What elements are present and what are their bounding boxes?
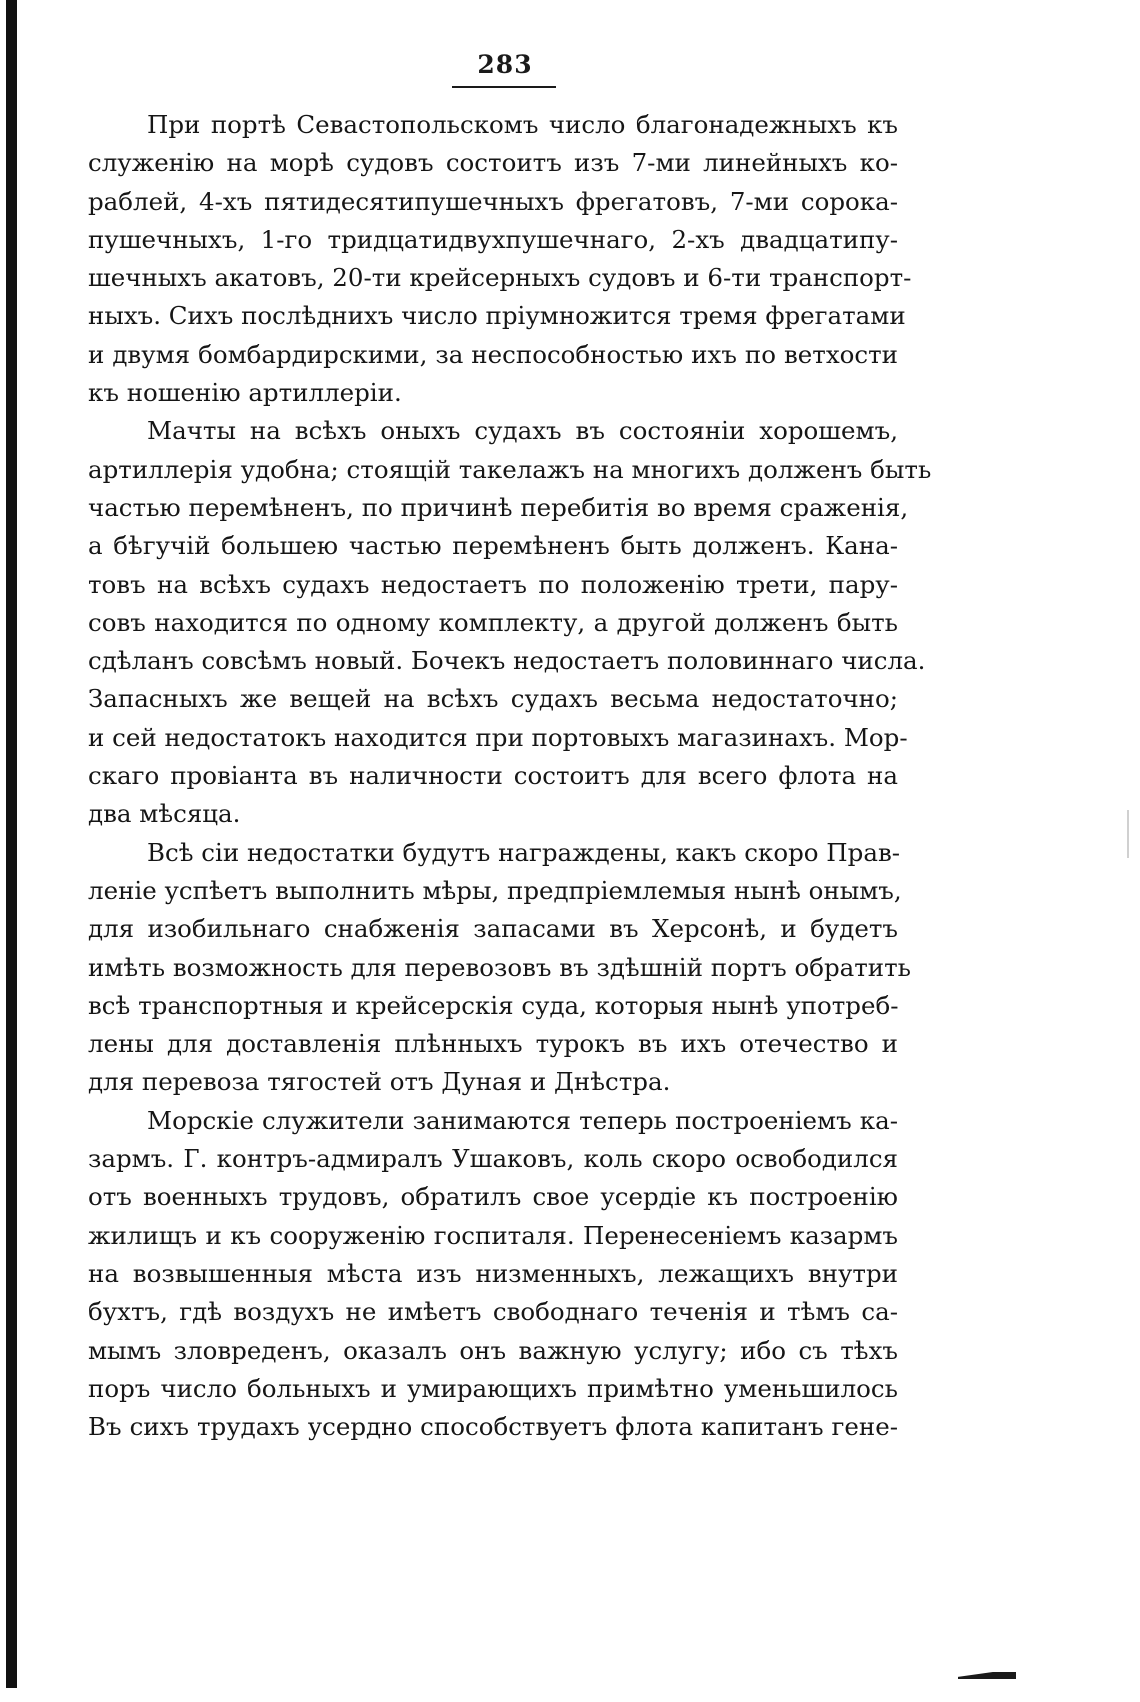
text-line: раблей, 4-хъ пятидесятипушечныхъ фрегатовъ, 7-ми сорока- [88, 186, 898, 216]
text-line: сдѣланъ совсѣмъ новый. Бочекъ недостаетъ половиннаго числа. [88, 646, 926, 676]
text-line: жилищъ и къ сооруженію госпиталя. Перенесеніемъ казармъ [88, 1220, 898, 1250]
text-line: и двумя бомбардирскими, за неспособностью ихъ по ветхости [88, 339, 898, 369]
text-line: поръ число больныхъ и умирающихъ примѣтно уменьшилось [88, 1373, 898, 1403]
text-line: мымъ зловреденъ, оказалъ онъ важную услугу; ибо съ тѣхъ [88, 1335, 898, 1365]
text-line: два мѣсяца. [88, 799, 241, 829]
text-line: пушечныхъ, 1-го тридцатидвухпушечнаго, 2-хъ двадцатипу- [88, 224, 898, 254]
text-line: на возвышенныя мѣста изъ низменныхъ, лежащихъ внутри [88, 1258, 898, 1288]
text-line: отъ военныхъ трудовъ, обратилъ свое усердіе къ построенію [88, 1182, 898, 1212]
text-line: лены для доставленія плѣнныхъ турокъ въ ихъ отечество и [88, 1029, 898, 1059]
text-line: Мачты на всѣхъ оныхъ судахъ въ состояніи хорошемъ, [147, 416, 898, 446]
text-line: и сей недостатокъ находится при портовыхъ магазинахъ. Мор- [88, 722, 908, 752]
text-line: скаго провіанта въ наличности состоитъ для всего флота на [88, 761, 898, 791]
text-line: бухтъ, гдѣ воздухъ не имѣетъ свободнаго теченія и тѣмъ са- [88, 1297, 898, 1327]
text-line: для изобильнаго снабженія запасами въ Херсонѣ, и будетъ [88, 914, 898, 944]
body-text [88, 106, 932, 1446]
text-line: а бѣгучій большею частью перемѣненъ быть долженъ. Кана- [88, 531, 898, 561]
text-line: При портѣ Севастопольскомъ число благонадежныхъ къ [147, 110, 898, 139]
paragraph [88, 106, 912, 412]
catchword-ornament [958, 1672, 1016, 1679]
text-line: для перевоза тягостей отъ Дуная и Днѣстра. [88, 1067, 671, 1097]
text-line: ныхъ. Сихъ послѣднихъ число пріумножится тремя фрегатами [88, 301, 906, 331]
scan-artifact [1127, 810, 1129, 858]
text-line: товъ на всѣхъ судахъ недостаетъ по положенію трети, пару- [88, 569, 898, 599]
text-line: артиллерія удобна; стоящій такелажъ на многихъ долженъ быть [88, 454, 932, 484]
text-line: леніе успѣетъ выполнить мѣры, предпріемлемыя нынѣ онымъ, [88, 875, 902, 905]
page-number-rule [452, 86, 556, 88]
text-line: къ ношенію артиллеріи. [88, 378, 402, 408]
text-line: зармъ. Г. контръ-адмиралъ Ушаковъ, коль скоро освободился [88, 1144, 898, 1174]
text-line: частью перемѣненъ, по причинѣ перебитія во время сраженія, [88, 492, 909, 522]
text-line: шечныхъ акатовъ, 20-ти крейсерныхъ судовъ и 6-ти транспорт- [88, 263, 912, 293]
page-number: 283 [477, 50, 533, 79]
text-line: Морскіе служители занимаются теперь построеніемъ ка- [147, 1105, 898, 1135]
binding-edge [6, 0, 17, 1688]
paragraph [88, 834, 912, 1102]
text-line: имѣть возможность для перевозовъ въ здѣшній портъ обратить [88, 952, 912, 982]
text-line: Всѣ сіи недостатки будутъ награждены, какъ скоро Прав- [147, 837, 901, 867]
paragraph [88, 1102, 898, 1447]
text-line: Запасныхъ же вещей на всѣхъ судахъ весьма недостаточно; [88, 684, 898, 714]
text-line: всѣ транспортныя и крейсерскія суда, которыя нынѣ употреб- [88, 990, 899, 1020]
text-line: Въ сихъ трудахъ усердно способствуетъ флота капитанъ гене- [88, 1412, 898, 1442]
text-line: совъ находится по одному комплекту, а другой долженъ быть [88, 607, 898, 637]
paragraph [88, 412, 932, 833]
text-line: служенію на морѣ судовъ состоитъ изъ 7-ми линейныхъ ко- [88, 148, 898, 178]
